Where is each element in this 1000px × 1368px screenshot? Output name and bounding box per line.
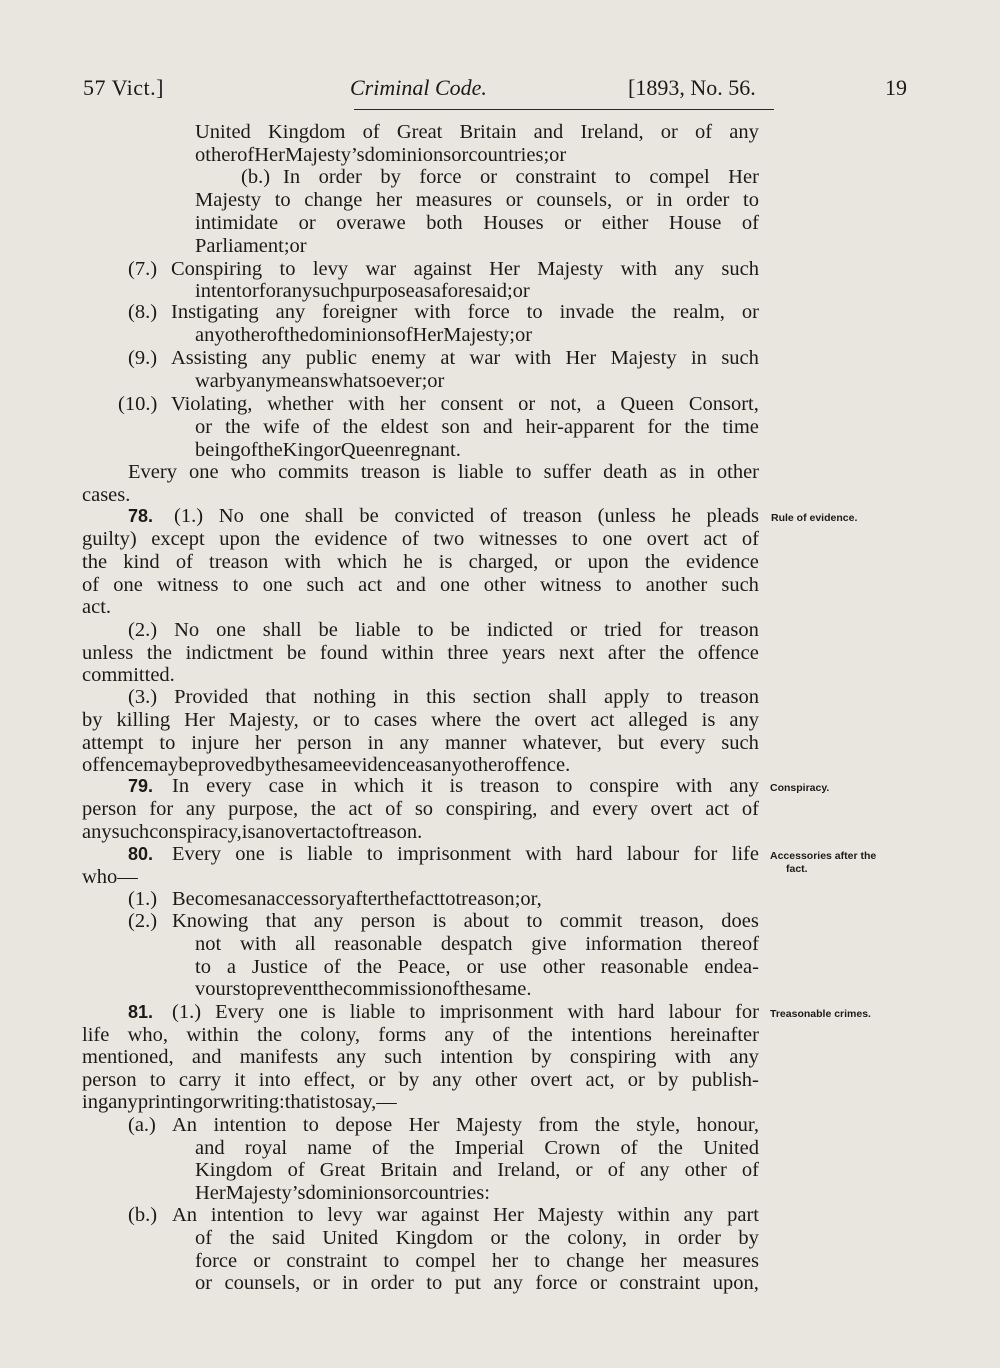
item-label: (b.) (241, 166, 271, 188)
section-number: 80. (128, 844, 154, 864)
text-line: unless the indictment be found within three years next after the offence (82, 642, 759, 664)
text-line: person to carry it into effect, or by any other overt act, or by publish- (82, 1069, 759, 1091)
text-line: In order by force or constraint to compel Her (283, 166, 759, 188)
item-label: (1.) (128, 888, 158, 910)
text-line: Every one who commits treason is liable to suffer death as in other (128, 461, 759, 483)
text-line: Knowing that any person is about to commit treason, does (172, 910, 759, 932)
margin-note: Treasonable crimes. (770, 1008, 871, 1020)
text-line: being of the King or Queen regnant. (195, 439, 461, 461)
text-line: Every one is liable to imprisonment with hard labour for life (172, 843, 759, 865)
text-line: offence may be proved by the same evidence as any other offence. (82, 754, 571, 776)
margin-note: fact. (786, 863, 808, 875)
text-line: the kind of treason with which he is charged, or upon the evidence (82, 551, 759, 573)
text-line: Instigating any foreigner with force to invade the realm, or (171, 301, 759, 323)
text-line: mentioned, and manifests any such intention by conspiring with any (82, 1046, 759, 1068)
text-line: committed. (82, 664, 175, 686)
text-line: life who, within the colony, forms any of the intentions hereinafter (82, 1024, 759, 1046)
text-line: Assisting any public enemy at war with Her Majesty in such (171, 347, 759, 369)
item-label: (7.) (128, 258, 158, 280)
item-label: (10.) (118, 393, 158, 415)
text-line: Majesty to change her measures or counsels, or in order to (195, 189, 759, 211)
text-line: or counsels, or in order to put any force or constraint upon, (195, 1272, 759, 1294)
item-label: (8.) (128, 301, 158, 323)
text-line: Parliament ; or (195, 235, 307, 257)
text-line: vours to prevent the commission of the same. (195, 978, 532, 1000)
text-line: (1.) Every one is liable to imprisonment with hard labour for (172, 1001, 759, 1023)
text-line: ing any printing or writing : that is to say,— (82, 1091, 397, 1113)
text-line: An intention to levy war against Her Majesty within any part (172, 1204, 759, 1226)
text-line: Violating, whether with her consent or not, a Queen Consort, (171, 393, 759, 415)
text-line: attempt to injure her person in any manner whatever, but every such (82, 732, 759, 754)
text-line: any other of the dominions of Her Majesty ; or (195, 324, 533, 346)
text-line: intimidate or overawe both Houses or either House of (195, 212, 759, 234)
margin-note: Conspiracy. (770, 782, 830, 794)
text-line: intent or for any such purpose as aforesaid ; or (195, 280, 530, 302)
text-line: of one witness to one such act and one other witness to another such (82, 574, 759, 596)
act-reference: [1893, No. 56. (628, 75, 756, 100)
text-line: force or constraint to compel her to change her measures (195, 1250, 759, 1272)
text-line: guilty) except upon the evidence of two witnesses to one overt act of (82, 528, 759, 550)
margin-note: Accessories after the (770, 850, 877, 862)
text-line: In every case in which it is treason to conspire with any (172, 775, 759, 797)
text-line: (2.) No one shall be liable to be indicted or tried for treason (128, 619, 759, 641)
text-line: of the said United Kingdom or the colony, in order by (195, 1227, 759, 1249)
text-line: not with all reasonable despatch give information thereof (195, 933, 759, 955)
text-line: Becomes an accessory after the fact to treason ; or, (172, 888, 542, 910)
text-line: who— (82, 866, 138, 888)
text-line: act. (82, 596, 112, 618)
regnal-year: 57 Vict.] (83, 75, 164, 100)
text-line: Kingdom of Great Britain and Ireland, or of any other of (195, 1159, 759, 1181)
section-number: 78. (128, 506, 154, 526)
text-line: cases. (82, 484, 131, 506)
item-label: (a.) (128, 1114, 156, 1136)
text-line: or the wife of the eldest son and heir-apparent for the time (195, 416, 759, 438)
section-number: 79. (128, 776, 154, 796)
text-line: by killing Her Majesty, or to cases where the overt act alleged is any (82, 709, 759, 731)
section-number: 81. (128, 1002, 154, 1022)
text-line: any such conspiracy, is an overt act of treason. (82, 821, 423, 843)
text-line: United Kingdom of Great Britain and Ireland, or of any (195, 121, 759, 143)
margin-note: Rule of evidence. (771, 512, 858, 524)
text-line: An intention to depose Her Majesty from the style, honour, (172, 1114, 759, 1136)
text-line: and royal name of the Imperial Crown of the United (195, 1137, 759, 1159)
item-label: (2.) (128, 910, 158, 932)
text-line: war by any means whatsoever ; or (195, 370, 445, 392)
text-line: (3.) Provided that nothing in this section shall apply to treason (128, 686, 759, 708)
text-line: to a Justice of the Peace, or use other reasonable endea- (195, 956, 759, 978)
text-line: (1.) No one shall be convicted of treason (unless he pleads (174, 505, 759, 527)
item-label: (9.) (128, 347, 158, 369)
text-line: Conspiring to levy war against Her Majesty with any such (171, 258, 759, 280)
page-number: 19 (885, 75, 907, 100)
text-line: other of Her Majesty’s dominions or countries ; or (195, 144, 567, 166)
text-line: person for any purpose, the act of so conspiring, and every overt act of (82, 798, 759, 820)
header-rule (354, 109, 774, 110)
text-line: Her Majesty’s dominions or countries : (195, 1182, 490, 1204)
item-label: (b.) (128, 1204, 158, 1226)
page-title: Criminal Code. (350, 75, 487, 100)
